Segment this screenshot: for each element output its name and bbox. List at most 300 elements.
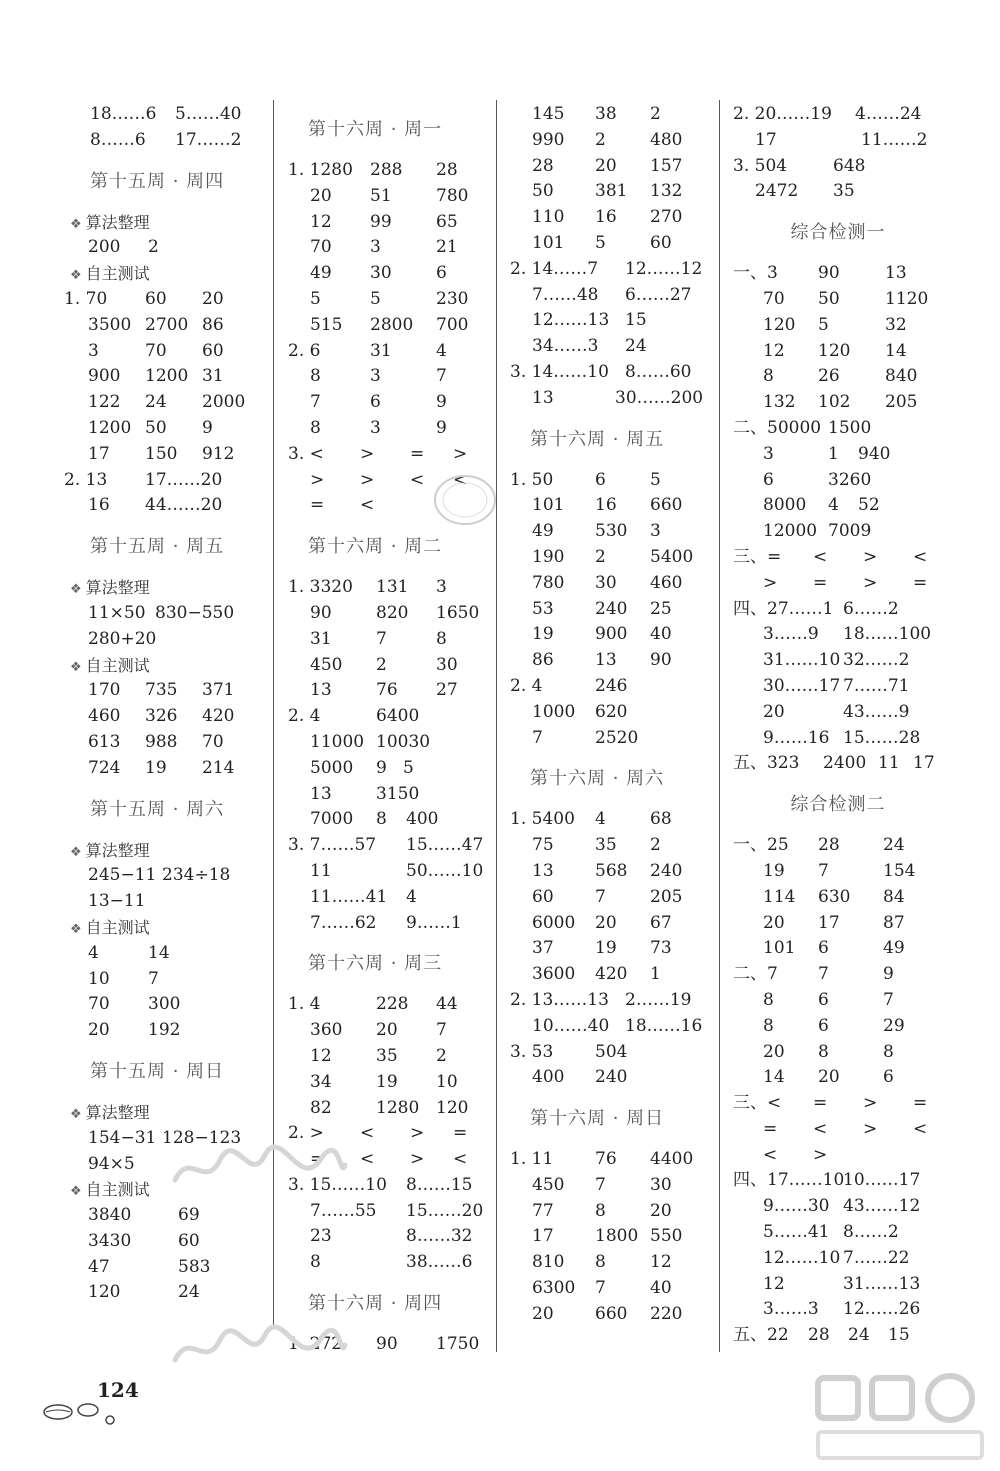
answer-value: 11×50 <box>88 602 146 623</box>
section-header: 第十六周 · 周六 <box>530 768 665 790</box>
answer-value: 31 <box>202 366 224 387</box>
answer-value: 8 <box>436 628 447 649</box>
answer-value: 8……2 <box>843 1222 899 1243</box>
section-header: 第十五周 · 周五 <box>90 536 225 558</box>
answer-row <box>64 287 270 313</box>
answer-value: 20 <box>818 1067 840 1088</box>
answer-value: = <box>763 1118 778 1139</box>
answer-value: 67 <box>650 912 672 933</box>
answer-value: 7 <box>148 968 159 989</box>
answer-value: 214 <box>202 757 235 778</box>
answer-value: 8……6 <box>90 129 146 150</box>
answer-value: 17 <box>755 129 777 150</box>
answer-row <box>510 386 715 412</box>
answer-value: 6300 <box>532 1278 576 1299</box>
answer-row <box>70 128 270 154</box>
answer-value: 12……10 <box>763 1247 841 1268</box>
answer-value: 101 <box>532 232 565 253</box>
answer-value: 2000 <box>202 392 246 413</box>
answer-row <box>510 1250 715 1276</box>
answer-value: 7 <box>436 1020 447 1041</box>
answer-value: 24 <box>178 1282 200 1303</box>
answer-value: 3. 7……57 <box>288 835 377 856</box>
answer-row <box>288 416 493 442</box>
answer-value: 60 <box>532 886 554 907</box>
answer-value: 3 <box>436 577 447 598</box>
answer-row <box>288 210 493 236</box>
answer-value: 44……20 <box>145 495 223 516</box>
answer-value: 5 <box>650 469 661 490</box>
answer-row <box>733 885 943 911</box>
answer-row <box>733 751 943 777</box>
answer-value: 9 <box>883 964 894 985</box>
answer-row <box>288 442 493 468</box>
answer-value: 90 <box>310 602 332 623</box>
answer-row <box>733 911 943 937</box>
answer-value: 19 <box>532 624 554 645</box>
answer-value: 8 <box>595 1252 606 1273</box>
answer-value: 18……16 <box>625 1015 703 1036</box>
answer-value: 120 <box>763 314 796 335</box>
answer-value: 15 <box>888 1325 910 1346</box>
answer-value: 735 <box>145 680 178 701</box>
subsection-label-text: 自主测试 <box>85 917 150 937</box>
answer-row <box>733 597 943 623</box>
answer-value: 1. 4 <box>288 994 321 1015</box>
answer-row <box>288 653 493 679</box>
answer-row <box>510 622 715 648</box>
answer-value: 6……27 <box>625 284 692 305</box>
answer-row <box>288 678 493 704</box>
answer-value: 19 <box>145 757 167 778</box>
answer-value: 60 <box>202 340 224 361</box>
answer-value: 1200 <box>88 417 132 438</box>
answer-value: 326 <box>145 706 178 727</box>
answer-value: 31……13 <box>843 1273 921 1294</box>
answer-value: 131 <box>376 577 409 598</box>
answer-value: 2 <box>148 237 159 258</box>
answer-value: 19 <box>763 860 785 881</box>
answer-value: 2. 14……7 <box>510 258 599 279</box>
answer-value: 12000 <box>763 521 818 542</box>
answer-row <box>288 992 493 1018</box>
answer-value: 5 <box>403 757 414 778</box>
answer-value: < <box>360 495 375 516</box>
answer-value: 三、= <box>733 546 782 567</box>
answer-value: 8 <box>763 1015 774 1036</box>
answer-value: 2472 <box>755 181 799 202</box>
answer-row <box>288 859 493 885</box>
answer-value: 87 <box>883 912 905 933</box>
answer-value: 3……9 <box>763 624 819 645</box>
answer-value: 5……40 <box>175 104 242 124</box>
answer-value: 30 <box>650 1174 672 1195</box>
answer-row <box>288 1224 493 1250</box>
answer-value: 18……100 <box>843 624 932 645</box>
answer-value: 12 <box>310 1045 332 1066</box>
answer-value: 9……1 <box>406 912 462 933</box>
answer-row <box>70 627 270 653</box>
answer-value: 12……12 <box>625 258 703 279</box>
answer-value: 50 <box>145 417 167 438</box>
answer-value: < <box>360 1123 375 1144</box>
answer-row <box>510 154 715 180</box>
answer-value: 27 <box>436 680 458 701</box>
answer-value: 31……10 <box>763 650 841 671</box>
answer-row <box>733 1323 943 1349</box>
answer-value: < <box>410 469 425 490</box>
answer-value: 3 <box>650 521 661 542</box>
answer-row <box>70 339 270 365</box>
answer-row <box>733 468 943 494</box>
answer-row <box>733 1014 943 1040</box>
answer-value: 2 <box>650 835 661 856</box>
answer-row <box>64 468 270 494</box>
answer-row <box>288 575 493 601</box>
answer-value: 3430 <box>88 1230 132 1251</box>
answer-value: 12 <box>763 1273 785 1294</box>
answer-value: 2700 <box>145 314 189 335</box>
answer-value: 504 <box>595 1041 628 1062</box>
subsection-label <box>70 1100 270 1126</box>
answer-value: 3260 <box>828 469 872 490</box>
answer-value: 3. 15……10 <box>288 1174 387 1195</box>
answer-value: 五、323 <box>733 753 800 774</box>
answer-value: 7 <box>376 628 387 649</box>
answer-value: 102 <box>818 392 851 413</box>
answer-value: 234÷18 <box>162 865 231 886</box>
answer-value: = <box>310 495 325 516</box>
answer-row <box>733 988 943 1014</box>
answer-value: 14 <box>763 1067 785 1088</box>
answer-row <box>70 863 270 889</box>
answer-value: > <box>813 1144 828 1165</box>
answer-row <box>733 1220 943 1246</box>
answer-value: 20 <box>310 185 332 206</box>
answer-value: 2. 4 <box>288 706 321 727</box>
answer-value: 8 <box>883 1041 894 1062</box>
answer-value: 2. 13……13 <box>510 989 609 1010</box>
answer-value: 86 <box>532 650 554 671</box>
subsection-label <box>70 838 270 864</box>
answer-value: 9……16 <box>763 727 830 748</box>
answer-row <box>288 782 493 808</box>
answer-value: 11000 <box>310 731 365 752</box>
answer-row <box>70 889 270 915</box>
answer-value: 40 <box>650 1278 672 1299</box>
answer-row <box>288 1199 493 1225</box>
answer-row <box>733 726 943 752</box>
answer-value: 220 <box>650 1303 683 1324</box>
answer-value: 49 <box>883 938 905 959</box>
answer-value: 52 <box>858 495 880 516</box>
answer-value: 3. 14……10 <box>510 361 609 382</box>
answer-row <box>70 601 270 627</box>
answer-value: 381 <box>595 181 628 202</box>
answer-value: = <box>913 1093 928 1114</box>
answer-value: 132 <box>763 392 796 413</box>
answer-row <box>510 468 715 494</box>
answer-value: 47 <box>88 1256 110 1277</box>
answer-row <box>510 205 715 231</box>
answer-value: 8 <box>310 1252 321 1273</box>
answer-value: 5……41 <box>763 1222 830 1243</box>
answer-value: 7……71 <box>843 675 910 696</box>
answer-row <box>733 1246 943 1272</box>
answer-row <box>70 704 270 730</box>
answer-value: 32……2 <box>843 650 910 671</box>
answer-value: 10……40 <box>532 1015 610 1036</box>
answer-column-3 <box>510 102 715 1328</box>
answer-value: 7 <box>595 1174 606 1195</box>
answer-value: 840 <box>885 366 918 387</box>
answer-row <box>510 308 715 334</box>
answer-value: 6 <box>595 469 606 490</box>
answer-value: 43……12 <box>843 1196 921 1217</box>
answer-value: 20 <box>202 288 224 309</box>
answer-value: 648 <box>833 155 866 176</box>
answer-value: 6……2 <box>843 598 899 619</box>
answer-value: 280+20 <box>88 628 157 649</box>
answer-value: 9 <box>436 392 447 413</box>
answer-value: 988 <box>145 731 178 752</box>
answer-value: = <box>813 572 828 593</box>
answer-value: 15 <box>625 310 647 331</box>
answer-value: 900 <box>88 366 121 387</box>
answer-value: = <box>410 443 425 464</box>
answer-row <box>510 1173 715 1199</box>
answer-value: 6000 <box>532 912 576 933</box>
answer-value: 620 <box>595 701 628 722</box>
answer-row <box>733 1168 943 1194</box>
answer-value: < <box>360 1149 375 1170</box>
answer-value: 6 <box>436 263 447 284</box>
answer-value: 830−550 <box>155 602 235 623</box>
answer-value: 810 <box>532 1252 565 1273</box>
answer-value: 1800 <box>595 1226 639 1247</box>
answer-row <box>288 287 493 313</box>
answer-value: 77 <box>532 1200 554 1221</box>
answer-value: 70 <box>88 994 110 1015</box>
answer-row <box>288 1044 493 1070</box>
answer-value: 26 <box>818 366 840 387</box>
answer-row <box>510 936 715 962</box>
answer-value: 3500 <box>88 314 132 335</box>
answer-value: 49 <box>532 521 554 542</box>
subsection-label <box>70 653 270 679</box>
answer-value: 780 <box>532 572 565 593</box>
answer-value: > <box>410 1149 425 1170</box>
answer-value: > <box>763 572 778 593</box>
answer-row <box>733 962 943 988</box>
answer-value: 300 <box>148 994 181 1015</box>
answer-value: 24 <box>848 1325 870 1346</box>
answer-row <box>288 911 493 937</box>
answer-row <box>288 339 493 365</box>
answer-value: 20 <box>595 912 617 933</box>
answer-value: 7009 <box>828 521 872 542</box>
answer-value: 8……60 <box>625 361 692 382</box>
answer-row <box>510 859 715 885</box>
answer-value: 28 <box>808 1325 830 1346</box>
answer-value: 16 <box>88 495 110 516</box>
answer-row <box>288 235 493 261</box>
answer-value: 120 <box>818 340 851 361</box>
answer-row <box>70 1203 270 1229</box>
answer-value: 5 <box>310 288 321 309</box>
answer-value: 515 <box>310 314 343 335</box>
answer-value: 30……200 <box>615 387 704 408</box>
answer-value: 101 <box>763 938 796 959</box>
answer-value: 8 <box>763 989 774 1010</box>
answer-value: 30 <box>436 654 458 675</box>
answer-value: 8 <box>310 417 321 438</box>
answer-value: 660 <box>650 495 683 516</box>
answer-value: 400 <box>406 809 439 830</box>
answer-value: 8……15 <box>406 1174 473 1195</box>
answer-value: 76 <box>595 1149 617 1170</box>
page-number: 124 <box>97 1378 139 1402</box>
answer-value: 200 <box>88 237 121 258</box>
answer-value: 12……13 <box>532 310 610 331</box>
answer-value: 4 <box>436 340 447 361</box>
answer-value: 7 <box>310 392 321 413</box>
answer-value: 7 <box>818 964 829 985</box>
answer-value: 38 <box>595 104 617 124</box>
answer-row <box>510 726 715 752</box>
answer-value: 145 <box>532 104 565 124</box>
answer-value: > <box>863 1093 878 1114</box>
answer-value: 17 <box>913 753 935 774</box>
answer-row <box>288 601 493 627</box>
answer-value: 2 <box>595 546 606 567</box>
answer-row <box>288 885 493 911</box>
answer-value: 1. 70 <box>64 288 108 309</box>
answer-value: 110 <box>532 207 565 228</box>
answer-value: 101 <box>532 495 565 516</box>
subsection-label-text: 自主测试 <box>85 655 150 675</box>
answer-value: 6 <box>818 938 829 959</box>
answer-value: 240 <box>595 1067 628 1088</box>
answer-row <box>510 257 715 283</box>
answer-value: 900 <box>595 624 628 645</box>
section-header: 综合检测一 <box>790 222 886 244</box>
answer-row <box>510 1147 715 1173</box>
answer-value: 50 <box>818 288 840 309</box>
answer-column-4 <box>733 102 943 1349</box>
answer-value: 5 <box>370 288 381 309</box>
answer-value: 10……17 <box>843 1170 921 1191</box>
answer-value: 700 <box>436 314 469 335</box>
answer-row <box>733 1194 943 1220</box>
answer-value: 10 <box>88 968 110 989</box>
answer-row <box>288 730 493 756</box>
answer-value: 1280 <box>376 1097 420 1118</box>
answer-value: 7000 <box>310 809 354 830</box>
diamond-bullet-icon: ❖ <box>70 582 82 598</box>
answer-value: 49 <box>310 263 332 284</box>
answer-row <box>733 261 943 287</box>
answer-value: 820 <box>376 602 409 623</box>
answer-value: 65 <box>436 211 458 232</box>
answer-value: 17 <box>818 912 840 933</box>
answer-value: 11 <box>310 860 332 881</box>
answer-value: 70 <box>310 237 332 258</box>
answer-value: 912 <box>202 443 235 464</box>
answer-value: 18……6 <box>90 104 157 124</box>
answer-value: 7……22 <box>843 1247 910 1268</box>
answer-row <box>70 992 270 1018</box>
answer-value: 32 <box>885 314 907 335</box>
answer-value: 3 <box>763 443 774 464</box>
answer-row <box>510 1199 715 1225</box>
answer-value: 60 <box>650 232 672 253</box>
answer-value: 1. 5400 <box>510 809 575 830</box>
answer-row <box>733 1272 943 1298</box>
answer-row <box>510 231 715 257</box>
answer-value: 53 <box>532 598 554 619</box>
answer-value: 4……24 <box>855 104 922 124</box>
answer-value: 9 <box>436 417 447 438</box>
answer-value: 15……20 <box>406 1200 484 1221</box>
answer-value: 一、3 <box>733 263 778 284</box>
answer-value: 四、27……1 <box>733 598 834 619</box>
answer-value: 90 <box>818 263 840 284</box>
answer-row <box>510 545 715 571</box>
answer-value: 17……2 <box>175 129 242 150</box>
answer-value: 24 <box>625 336 647 357</box>
subsection-label <box>70 210 270 236</box>
answer-value: 3. < <box>288 443 324 464</box>
answer-value: 8……32 <box>406 1226 473 1247</box>
answer-row <box>510 334 715 360</box>
answer-row <box>733 390 943 416</box>
answer-value: 3600 <box>532 964 576 985</box>
answer-value: 288 <box>370 160 403 180</box>
answer-value: 2. 13 <box>64 469 108 490</box>
answer-row <box>70 1229 270 1255</box>
answer-value: 154−31 <box>88 1127 157 1148</box>
answer-value: 7 <box>595 886 606 907</box>
answer-value: 3……3 <box>763 1299 819 1320</box>
answer-row <box>733 1040 943 1066</box>
answer-value: 360 <box>310 1020 343 1041</box>
answer-value: 70 <box>145 340 167 361</box>
answer-value: 2 <box>595 129 606 150</box>
answer-row <box>733 519 943 545</box>
answer-row <box>510 128 715 154</box>
answer-value: 7……48 <box>532 284 599 305</box>
answer-value: 8000 <box>763 495 807 516</box>
answer-value: 73 <box>650 938 672 959</box>
answer-value: 9 <box>376 757 387 778</box>
answer-value: 70 <box>202 731 224 752</box>
answer-value: 1 <box>828 443 839 464</box>
answer-value: > <box>863 572 878 593</box>
answer-value: 86 <box>202 314 224 335</box>
answer-value: 1120 <box>885 288 929 309</box>
answer-value: 一、25 <box>733 835 789 856</box>
column-divider <box>496 100 497 1352</box>
answer-value: 12 <box>310 211 332 232</box>
answer-value: 8 <box>310 366 321 387</box>
answer-value: 8 <box>818 1041 829 1062</box>
answer-value: 2……19 <box>625 989 692 1010</box>
answer-value: 76 <box>376 680 398 701</box>
answer-value: 二、50000 <box>733 417 822 438</box>
answer-value: < <box>813 1118 828 1139</box>
answer-row <box>733 648 943 674</box>
